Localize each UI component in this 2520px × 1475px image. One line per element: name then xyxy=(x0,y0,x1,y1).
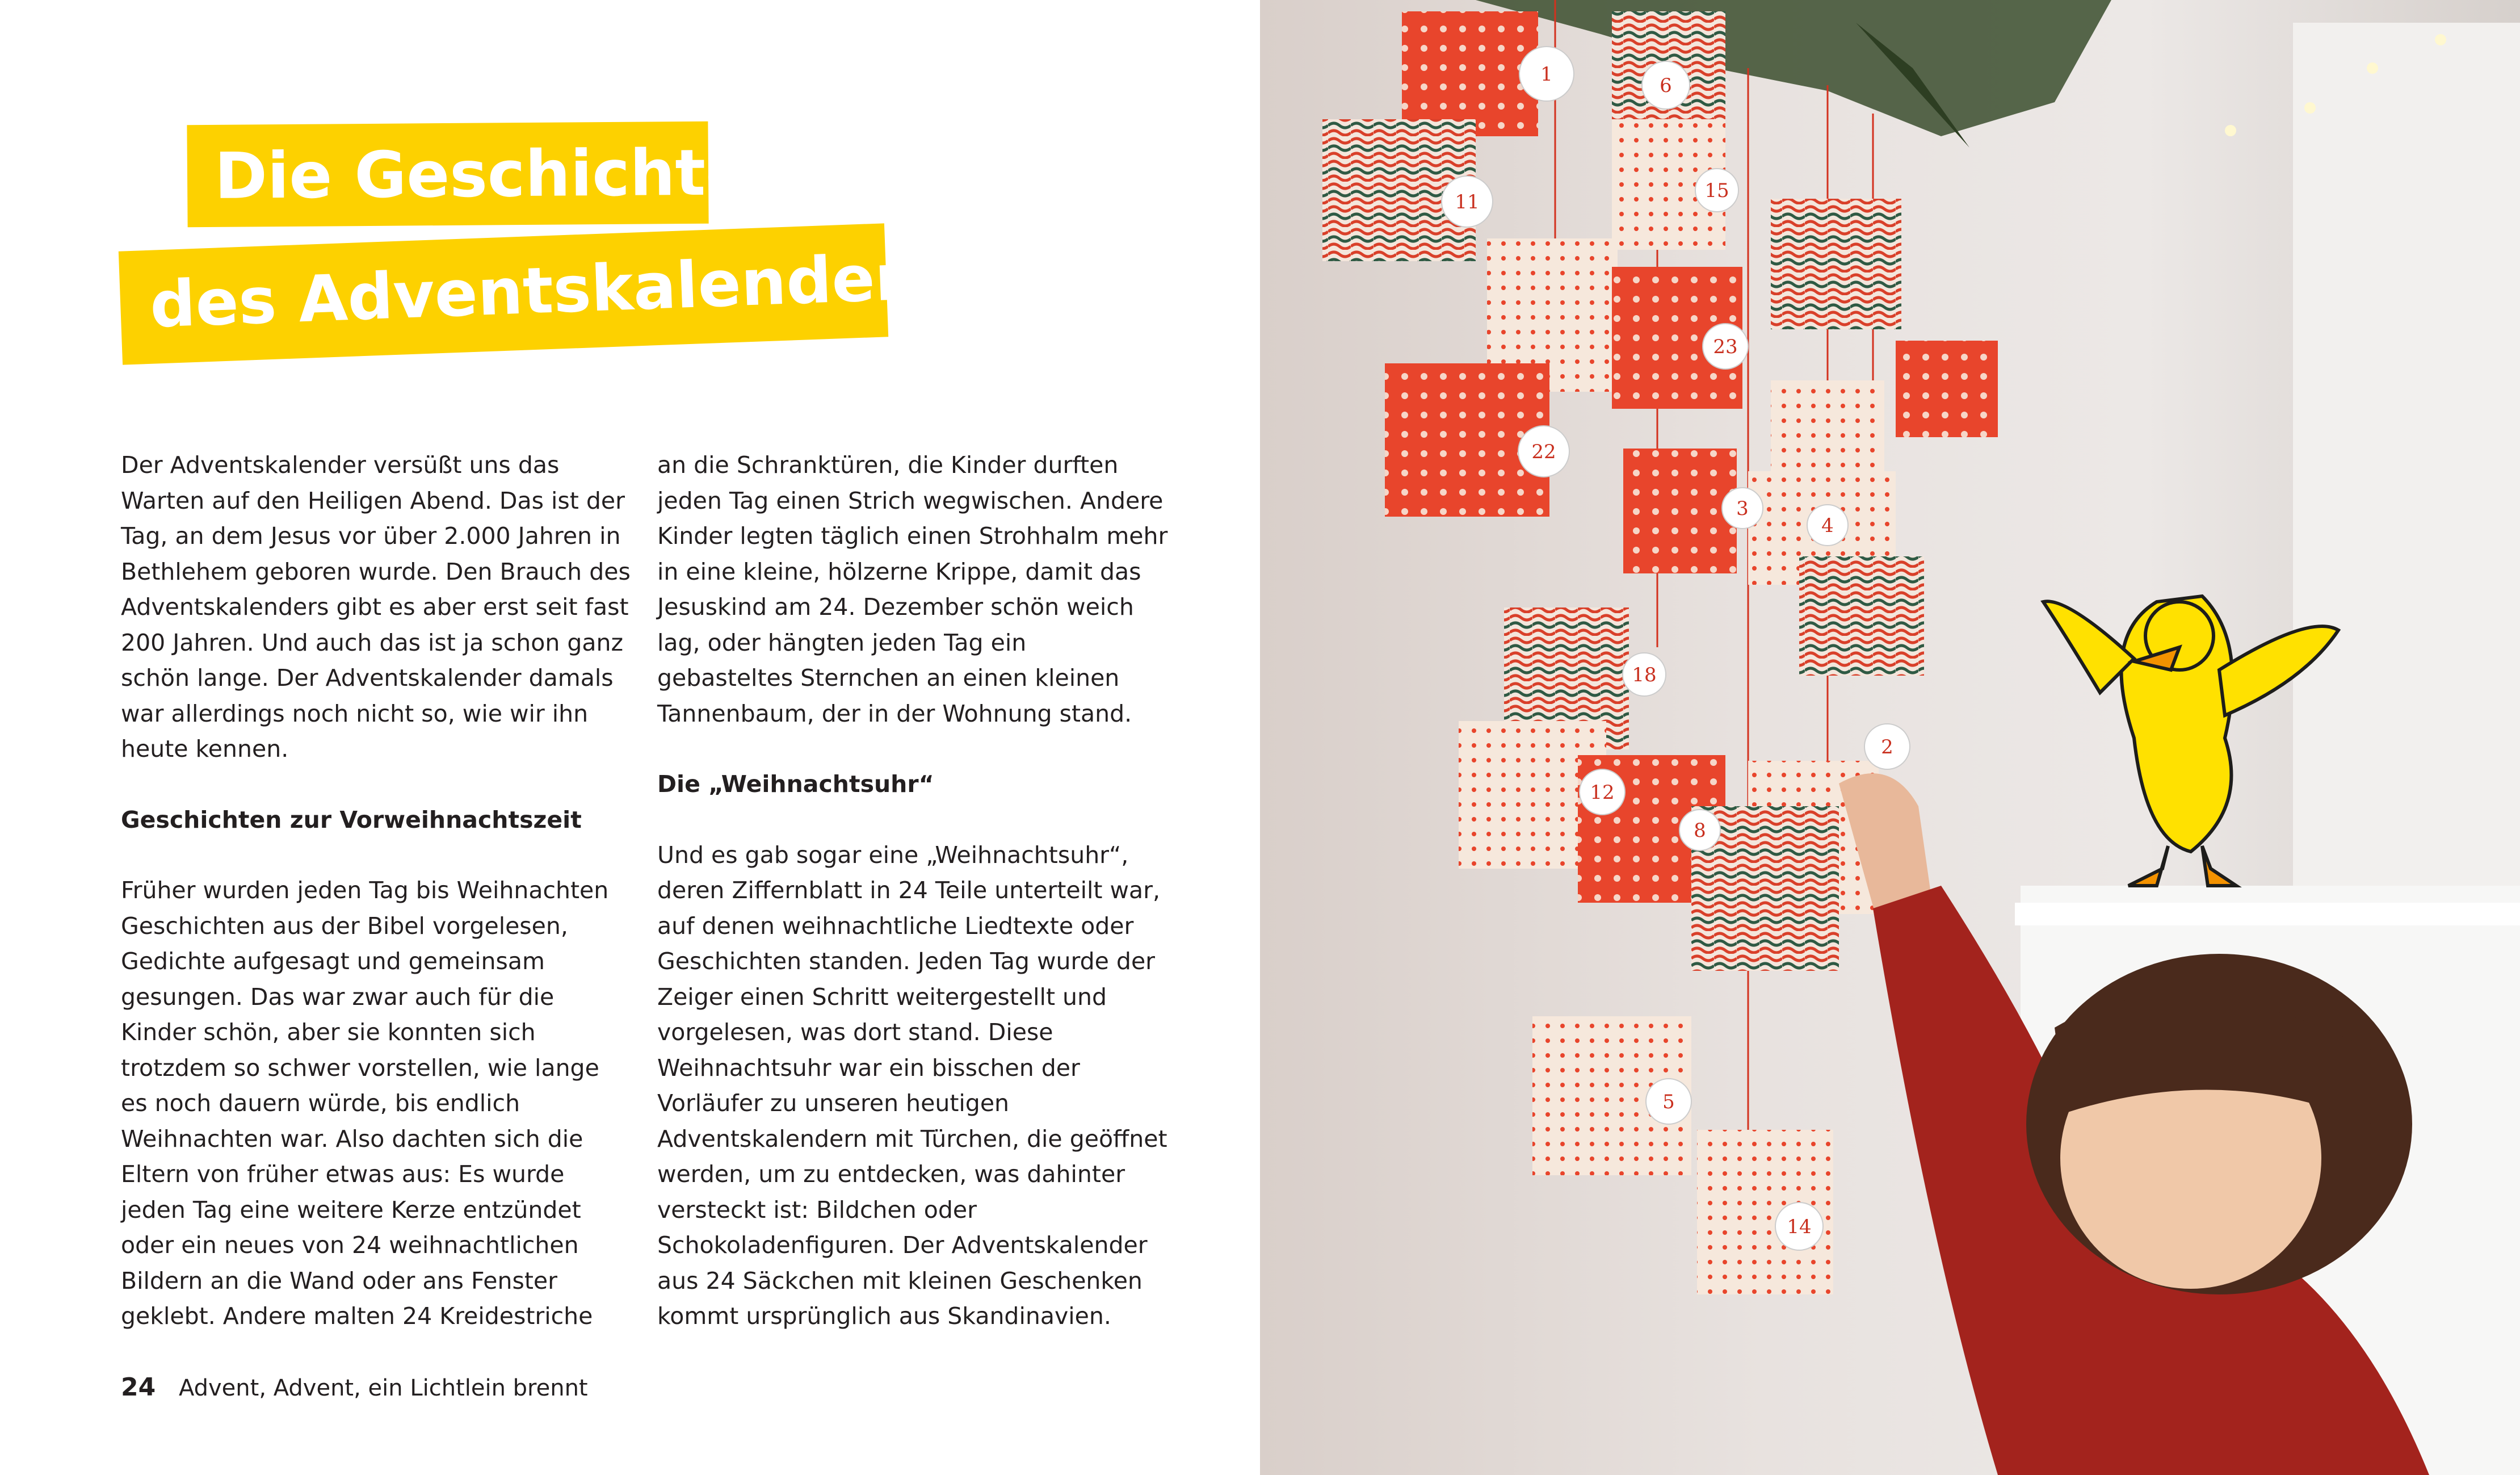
page-title-line2: des Adventskalenders xyxy=(148,239,946,342)
page-number: 24 xyxy=(121,1373,156,1402)
box-number: 12 xyxy=(1590,781,1615,804)
box-number: 11 xyxy=(1455,191,1480,213)
box-number: 23 xyxy=(1713,336,1738,358)
paragraph-intro: an die Schranktüren, die Kinder durften jeden Tag einen Strich wegwischen. Andere Kinder legten täglich einen Strohhalm mehr in eine kleine, hölzerne Krippe, damit das Jesuskind am 24. Dezember schön weich lag, oder hängten jeden Tag ein gebasteltes Sternchen an einen kleinen Tannenbaum, der in der Wohnung stand. xyxy=(657,451,1168,727)
box-number: 5 xyxy=(1662,1091,1675,1113)
text-column-2 xyxy=(657,447,1168,1334)
running-title: Advent, Advent, ein Lichtlein brennt xyxy=(178,1375,588,1401)
paragraph-intro: Der Adventskalender versüßt uns das Warten auf den Heiligen Abend. Das ist der Tag, an dem Jesus vor über 2.000 Jahren in Bethlehem geboren wurde. Den Brauch des Adventskalenders gibt es aber erst seit fast 200 Jahren. Und auch das ist ja schon ganz schön lange. Der Adventskalender damals war allerdings noch nicht so, wie wir ihn heute kennen. xyxy=(121,451,631,762)
box-number: 4 xyxy=(1821,514,1834,537)
box-number: 15 xyxy=(1704,179,1729,202)
title-banner-line1 xyxy=(187,121,749,227)
box-number: 1 xyxy=(1540,63,1553,86)
text-column-1 xyxy=(121,447,632,1334)
title-banner-line2 xyxy=(119,223,946,364)
box-number: 14 xyxy=(1787,1216,1812,1238)
photo-illustration xyxy=(1260,0,2520,1475)
box-number: 2 xyxy=(1881,736,1893,759)
paragraph-body: Früher wurden jeden Tag bis Weihnachten Geschichten aus der Bibel vorgelesen, Gedichte aufgesagt und gemeinsam gesungen. Das war zwar auch für die Kinder schön, aber sie konnten sich trotzdem so schwer vorstellen, wie lange es noch dauern würde, bis endlich Weihnachten war. Also dachten sich die Eltern von früher etwas aus: Es wurde jeden Tag eine weitere Kerze entzündet oder ein neues von 24 weihnachtlichen Bildern an die Wand oder ans Fenster geklebt. Andere malten 24 Kreidestriche xyxy=(121,877,609,1330)
box-number: 22 xyxy=(1531,441,1556,463)
paragraph-body: Und es gab sogar eine „Weihnachtsuhr“, deren Ziffernblatt in 24 Teile unterteilt war, auf denen weihnachtliche Liedtexte oder Geschichten standen. Jeden Tag wurde der Zeiger einen Schritt weitergestellt und vorgelesen, was dort stand. Diese Weihnachtsuhr war ein bisschen der Vorläufer zu unseren heutigen Adventskalendern mit Türchen, die geöffnet werden, um zu entdecken, was dahinter versteckt ist: Bildchen oder Schokoladenfiguren. Der Adventskalender aus 24 Säckchen mit kleinen Geschenken kommt ursprünglich aus Skandinavien. xyxy=(657,841,1167,1330)
box-number: 3 xyxy=(1736,497,1749,520)
box-number: 18 xyxy=(1632,664,1657,686)
section-heading: Die „Weihnachtsuhr“ xyxy=(657,770,934,798)
box-number: 6 xyxy=(1660,74,1672,97)
cabinet-panel xyxy=(2293,23,2520,908)
section-heading: Geschichten zur Vorweihnachtszeit xyxy=(121,806,582,833)
advent-calendar-photo xyxy=(1260,0,2520,1475)
box-number: 8 xyxy=(1694,819,1706,842)
page-title-line1: Die Geschichte xyxy=(214,136,749,213)
page-footer xyxy=(121,1373,588,1402)
